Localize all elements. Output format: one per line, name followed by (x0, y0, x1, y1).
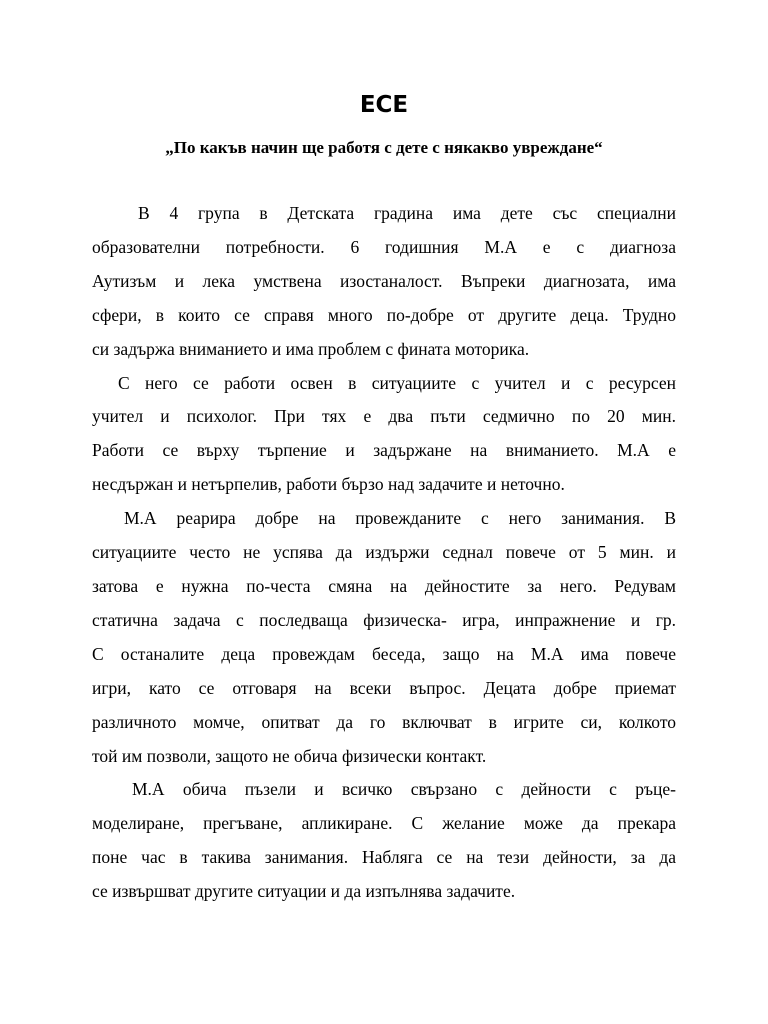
paragraph-line: С останалите деца провеждам беседа, защо на М.А има повече (92, 643, 676, 664)
paragraph-1 (92, 197, 676, 367)
paragraph-line: Аутизъм и лека умствена изостаналост. Въпреки диагнозата, има (92, 270, 676, 291)
document-title: ЕСЕ (359, 92, 409, 118)
paragraph-line: моделиране, прегъване, апликиране. С желание може да прекара (92, 813, 676, 834)
paragraph-line: М.А реарира добре на провежданите с него занимания. В (124, 508, 676, 529)
paragraph-line: затова е нужна по-честа смяна на дейностите за него. Редувам (92, 575, 676, 596)
paragraph-line: различното момче, опитват да го включват в игрите си, колкото (92, 711, 676, 732)
paragraph-line: несдържан и нетърпелив, работи бързо над задачите и неточно. (92, 474, 565, 495)
paragraph-2 (92, 367, 676, 503)
paragraph-line: С него се работи освен в ситуациите с учител и с ресурсен (118, 372, 676, 393)
paragraph-4 (92, 773, 676, 909)
paragraph-line: В 4 група в Детската градина има дете със специални (138, 203, 676, 223)
paragraph-line: учител и психолог. При тях е два пъти седмично по 20 мин. (92, 406, 676, 427)
paragraph-line: игри, като се отговаря на всеки въпрос. Децата добре приемат (92, 677, 676, 698)
paragraph-3 (92, 502, 676, 773)
paragraph-line: си задържа вниманието и има проблем с фината моторика. (92, 338, 530, 359)
paragraph-line: статична задача с последваща физическа- игра, инпражнение и гр. (92, 609, 676, 630)
essay-body (92, 197, 676, 909)
paragraph-line: Работи се върху търпение и задържане на вниманието. М.А е (92, 440, 676, 461)
paragraph-line: ситуациите често не успява да издържи седнал повече от 5 мин. и (92, 542, 676, 563)
paragraph-line: той им позволи, защото не обича физически контакт. (92, 745, 487, 766)
paragraph-line: М.А обича пъзели и всичко свързано с дейности с ръце- (132, 779, 676, 800)
document-subtitle: „По какъв начин ще работя с дете с някакво увреждане“ (165, 138, 603, 157)
paragraph-line: сфери, в които се справя много по-добре от другите деца. Трудно (92, 304, 676, 325)
paragraph-line: се извършват другите ситуации и да изпълнява задачите. (92, 881, 516, 902)
paragraph-line: поне час в такива занимания. Наблягa се на тези дейности, за да (92, 847, 676, 868)
paragraph-line: образователни потребности. 6 годишния М.А е с диагноза (92, 236, 676, 257)
